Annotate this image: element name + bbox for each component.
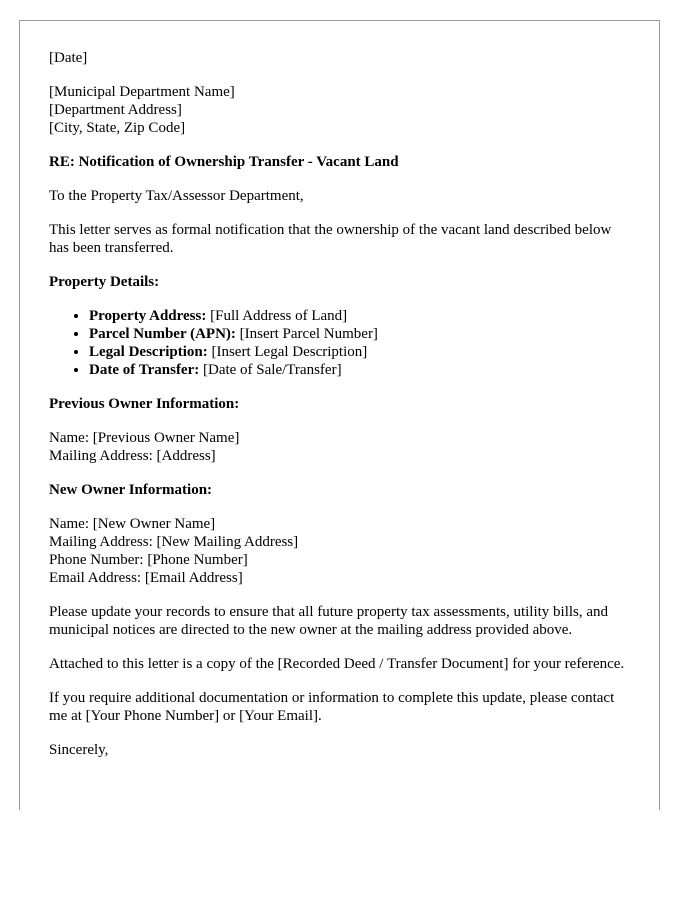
recipient-department-address: [Department Address] bbox=[49, 102, 182, 118]
salutation: To the Property Tax/Assessor Department, bbox=[49, 188, 304, 204]
new-owner-block bbox=[49, 515, 630, 587]
property-detail-value: [Date of Sale/Transfer] bbox=[203, 362, 342, 378]
property-detail-item bbox=[89, 307, 630, 325]
letter-page bbox=[19, 20, 660, 810]
property-detail-item bbox=[89, 325, 630, 343]
previous-owner-name: Name: [Previous Owner Name] bbox=[49, 430, 240, 446]
recipient-city-state-zip: [City, State, Zip Code] bbox=[49, 120, 186, 136]
previous-owner-mailing-address: Mailing Address: [Address] bbox=[49, 448, 216, 464]
recipient-address-block bbox=[49, 83, 630, 137]
previous-owner-block bbox=[49, 429, 630, 465]
letter-date: [Date] bbox=[49, 50, 88, 66]
property-detail-value: [Insert Parcel Number] bbox=[239, 326, 378, 342]
property-detail-label: Legal Description: bbox=[89, 344, 208, 360]
property-detail-label: Date of Transfer: bbox=[89, 362, 200, 378]
new-owner-phone: Phone Number: [Phone Number] bbox=[49, 552, 248, 568]
new-owner-name: Name: [New Owner Name] bbox=[49, 516, 216, 532]
new-owner-heading: New Owner Information: bbox=[49, 482, 213, 498]
update-request-paragraph: Please update your records to ensure that all future property tax assessments, utility bills, and municipal notices are directed to the new owner at the mailing address provided above. bbox=[49, 604, 609, 638]
recipient-department-name: [Municipal Department Name] bbox=[49, 84, 235, 100]
previous-owner-heading: Previous Owner Information: bbox=[49, 396, 240, 412]
property-detail-item bbox=[89, 361, 630, 379]
property-details-heading: Property Details: bbox=[49, 274, 160, 290]
property-detail-item bbox=[89, 343, 630, 361]
new-owner-mailing-address: Mailing Address: [New Mailing Address] bbox=[49, 534, 299, 550]
property-detail-label: Property Address: bbox=[89, 308, 207, 324]
subject-line: RE: Notification of Ownership Transfer - Vacant Land bbox=[49, 154, 399, 170]
contact-paragraph: If you require additional documentation or information to complete this update, please contact me at [Your Phone Number] or [Your Email]. bbox=[49, 690, 615, 724]
property-detail-label: Parcel Number (APN): bbox=[89, 326, 236, 342]
property-detail-value: [Insert Legal Description] bbox=[211, 344, 368, 360]
property-details-list bbox=[49, 307, 630, 379]
attachment-paragraph: Attached to this letter is a copy of the [Recorded Deed / Transfer Document] for your reference. bbox=[49, 656, 625, 672]
intro-paragraph: This letter serves as formal notification that the ownership of the vacant land described below has been transferred. bbox=[49, 222, 612, 256]
property-detail-value: [Full Address of Land] bbox=[210, 308, 348, 324]
new-owner-email: Email Address: [Email Address] bbox=[49, 570, 243, 586]
closing: Sincerely, bbox=[49, 742, 109, 758]
